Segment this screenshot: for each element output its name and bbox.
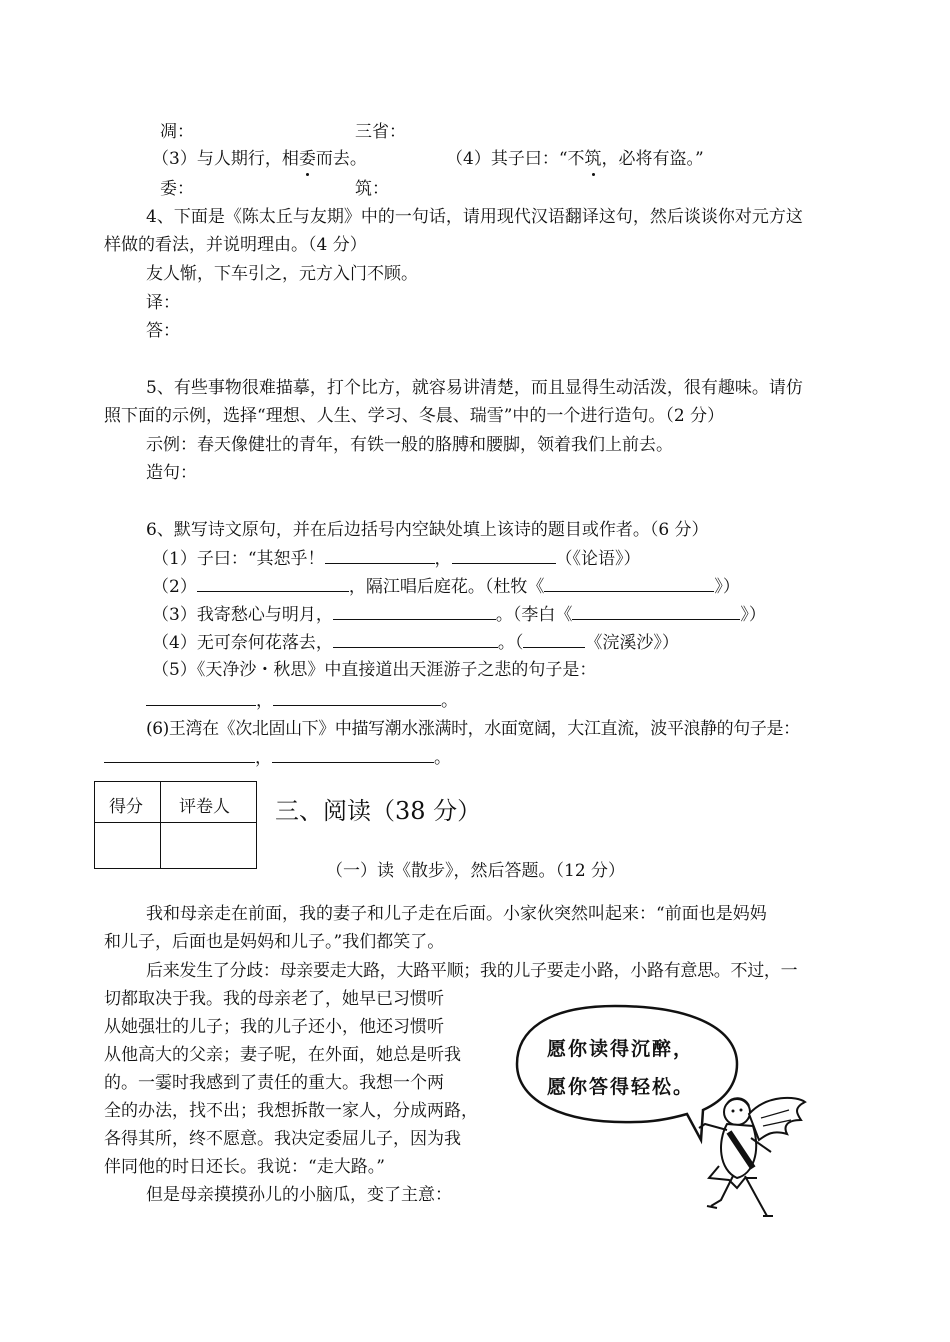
answer-blank[interactable] (197, 575, 349, 592)
q6-item-2: （2） ，隔江唱后庭花。（杜牧《 》） (152, 577, 740, 597)
gloss-diao: 凋： (160, 122, 194, 142)
q5-example: 示例：春天像健壮的青年，有铁一般的胳膊和腰脚，领着我们上前去。 (146, 435, 673, 455)
passage-line: 和儿子，后面也是妈妈和儿子。”我们都笑了。 (104, 932, 445, 952)
answer-blank[interactable] (523, 631, 585, 648)
q5-sentence-label: 造句： (146, 463, 197, 483)
answer-blank[interactable] (572, 603, 740, 620)
q6-heading: 6、默写诗文原句，并在后边括号内空缺处填上该诗的题目或作者。（6 分） (146, 520, 709, 540)
passage-line: 的。一霎时我感到了责任的重大。我想一个两 (104, 1073, 444, 1093)
q6-item-4: （4）无可奈何花落去， 。（ 《浣溪沙》） (152, 633, 679, 653)
passage-line: 后来发生了分歧：母亲要走大路，大路平顺；我的儿子要走小路，小路有意思。不过，一 (146, 961, 798, 981)
bubble-line-2: 愿你答得轻松。 (547, 1076, 695, 1098)
table-divider (160, 782, 161, 868)
answer-blank[interactable] (333, 631, 498, 648)
item-4-sentence: （4）其子曰：“不筑，必将有盗。” (446, 149, 704, 169)
table-divider (95, 822, 256, 823)
answer-blank[interactable] (544, 575, 714, 592)
emphasis-wei: 委 (298, 149, 316, 169)
q5-line1: 5、有些事物很难描摹，打个比方，就容易讲清楚，而且显得生动活泼，很有趣味。请仿 (146, 378, 803, 398)
q4-translate-label: 译： (146, 293, 180, 313)
score-table (94, 781, 257, 869)
answer-blank[interactable] (325, 547, 435, 564)
gloss-zhu: 筑： (355, 179, 389, 199)
q4-answer-label: 答： (146, 321, 180, 341)
passage-line: 从她强壮的儿子；我的儿子还小，他还习惯听 (104, 1017, 444, 1037)
answer-blank[interactable] (104, 746, 255, 763)
answer-blank[interactable] (272, 746, 434, 763)
q4-line1: 4、下面是《陈太丘与友期》中的一句话，请用现代汉语翻译这句，然后谈谈你对元方这 (146, 207, 803, 227)
answer-blank[interactable] (333, 603, 496, 620)
q6-item-1: （1）子曰：“其恕乎！ ， （《论语》） (152, 549, 641, 569)
emphasis-zhu: 筑 (584, 149, 602, 169)
passage-line: 我和母亲走在前面，我的妻子和儿子走在后面。小家伙突然叫起来：“前面也是妈妈 (146, 904, 767, 924)
item-3-sentence: （3）与人期行，相委而去。 (152, 149, 367, 169)
grader-cell[interactable] (163, 825, 254, 866)
q6-item-5: （5）《天净沙・秋思》中直接道出天涯游子之悲的句子是： (152, 660, 597, 680)
q4-quote: 友人惭，下车引之，元方入门不顾。 (146, 264, 418, 284)
passage-line: 各得其所，终不愿意。我决定委屈儿子，因为我 (104, 1129, 461, 1149)
bubble-line-1: 愿你读得沉醉， (547, 1038, 695, 1060)
gloss-sanxing: 三省： (355, 122, 406, 142)
answer-blank[interactable] (146, 689, 256, 706)
q5-line2: 照下面的示例，选择“理想、人生、学习、冬晨、瑞雪”中的一个进行造句。（2 分） (104, 406, 725, 426)
q6-item-5-blanks: ， 。 (146, 689, 458, 712)
q6-item-6: (6)王湾在《次北固山下》中描写潮水涨满时，水面宽阔，大江直流，波平浪静的句子是： (146, 719, 800, 739)
passage-line: 伴同他的时日还长。我说：“走大路。” (104, 1157, 385, 1177)
passage-line: 切都取决于我。我的母亲老了，她早已习惯听 (104, 989, 444, 1009)
section-title: 三、阅读（38 分） (275, 797, 482, 825)
section-subtitle: （一）读《散步》，然后答题。（12 分） (326, 861, 626, 881)
q6-item-3: （3）我寄愁心与明月， 。（李白《 》） (152, 605, 766, 625)
q4-line2: 样做的看法，并说明理由。（4 分） (104, 235, 367, 255)
answer-blank[interactable] (273, 689, 441, 706)
passage-line: 全的办法，找不出；我想拆散一家人，分成两路， (104, 1101, 478, 1121)
score-cell[interactable] (97, 825, 158, 866)
gloss-wei: 委： (160, 179, 194, 199)
score-header: 得分 (109, 797, 143, 817)
answer-blank[interactable] (452, 547, 556, 564)
passage-line: 从他高大的父亲；妻子呢，在外面，她总是听我 (104, 1045, 461, 1065)
grader-header: 评卷人 (179, 797, 230, 817)
speech-bubble-illustration (505, 1002, 815, 1227)
passage-line: 但是母亲摸摸孙儿的小脑瓜，变了主意： (146, 1185, 452, 1205)
q6-item-6-blanks: ， 。 (104, 746, 451, 769)
